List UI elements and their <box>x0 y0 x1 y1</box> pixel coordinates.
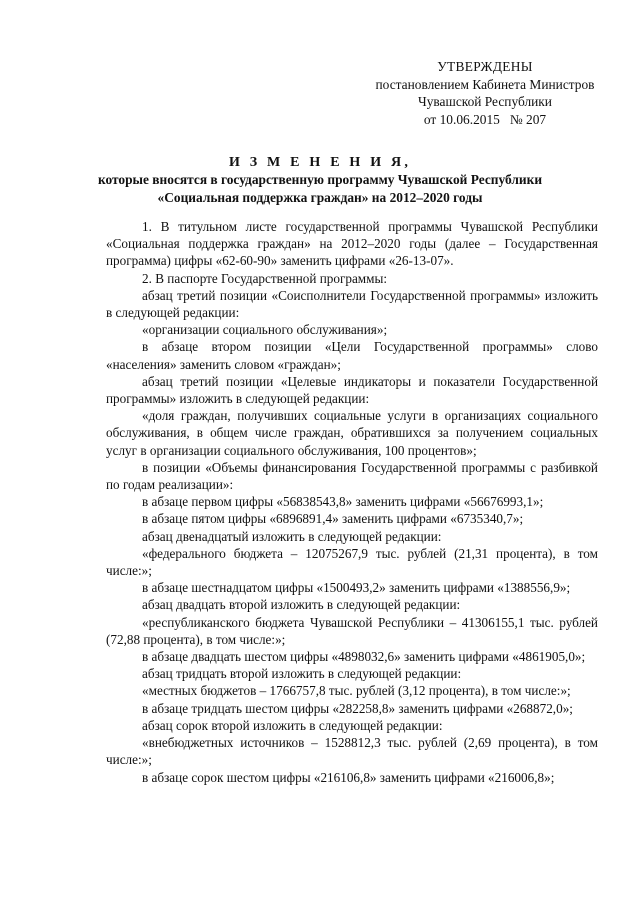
paragraph-7: «доля граждан, получивших социальные услуги в организациях социального обслуживания, в общем числе граждан, обратившихся за получением социальных услуг в организации социального обслуживания, 100 процентов»; <box>106 408 598 458</box>
paragraph-15: «республиканского бюджета Чувашской Республики – 41306155,1 тыс. рублей (72,88 процента), в том числе:»; <box>106 614 598 647</box>
paragraph-20: абзац сорок второй изложить в следующей редакции: <box>142 717 443 733</box>
paragraph-18: «местных бюджетов – 1766757,8 тыс. рублей (3,12 процента), в том числе:»; <box>142 683 571 699</box>
paragraph-3: абзац третий позиции «Соисполнители Государственной программы» изложить в следующей редакции: <box>106 287 598 321</box>
paragraph-22: в абзаце сорок шестом цифры «216106,8» заменить цифрами «216006,8»; <box>142 769 555 785</box>
paragraph-1: 1. В титульном листе государственной программы Чувашской Республики «Социальная поддержка граждан» на 2012–2020 годы (далее – Государственная программа) цифры «62-60-90» заменить цифрами «26-13-07». <box>106 219 598 269</box>
approval-line-2: Чувашской Республики <box>418 94 552 110</box>
paragraph-10: в абзаце пятом цифры «6896891,4» заменить цифрами «6735340,7»; <box>142 511 524 527</box>
paragraph-16: в абзаце двадцать шестом цифры «4898032,6» заменить цифрами «4861905,0»; <box>142 649 586 665</box>
approval-line-3: от 10.06.2015 № 207 <box>423 111 547 127</box>
document-subtitle-line-2: «Социальная поддержка граждан» на 2012–2020 годы <box>157 189 483 205</box>
paragraph-17: абзац тридцать второй изложить в следующей редакции: <box>142 666 462 682</box>
document-body <box>106 218 598 786</box>
paragraph-14: абзац двадцать второй изложить в следующей редакции: <box>142 597 461 613</box>
paragraph-12: «федерального бюджета – 12075267,9 тыс. рублей (21,31 процента), в том числе:»; <box>106 545 598 579</box>
paragraph-8: в позиции «Объемы финансирования Государственной программы с разбивкой по годам реализации»: <box>106 459 598 493</box>
approval-line-1: постановлением Кабинета Министров <box>375 76 595 92</box>
paragraph-5: в абзаце втором позиции «Цели Государственной программы» слово «населения» заменить словом «граждан»; <box>106 339 598 372</box>
paragraph-21: «внебюджетных источников – 1528812,3 тыс. рублей (2,69 процента), в том числе:»; <box>106 735 598 768</box>
document-subtitle-line-1: которые вносятся в государственную программу Чувашской Республики <box>97 172 543 188</box>
document-header <box>40 154 600 206</box>
approval-title: УТВЕРЖДЕНЫ <box>437 59 533 74</box>
paragraph-19: в абзаце тридцать шестом цифры «282258,8» заменить цифрами «268872,0»; <box>142 700 573 716</box>
approval-stamp <box>360 58 610 128</box>
paragraph-4: «организации социального обслуживания»; <box>142 322 388 338</box>
paragraph-9: в абзаце первом цифры «56838543,8» заменить цифрами «56676993,1»; <box>142 494 544 510</box>
paragraph-13: в абзаце шестнадцатом цифры «1500493,2» заменить цифрами «1388556,9»; <box>142 580 571 596</box>
paragraph-6: абзац третий позиции «Целевые индикаторы и показатели Государственной программы» изложить в следующей редакции: <box>106 373 598 407</box>
paragraph-2: 2. В паспорте Государственной программы: <box>142 270 388 286</box>
paragraph-11: абзац двенадцатый изложить в следующей редакции: <box>142 528 442 544</box>
document-title: И З М Е Н Е Н И Я, <box>228 155 412 170</box>
